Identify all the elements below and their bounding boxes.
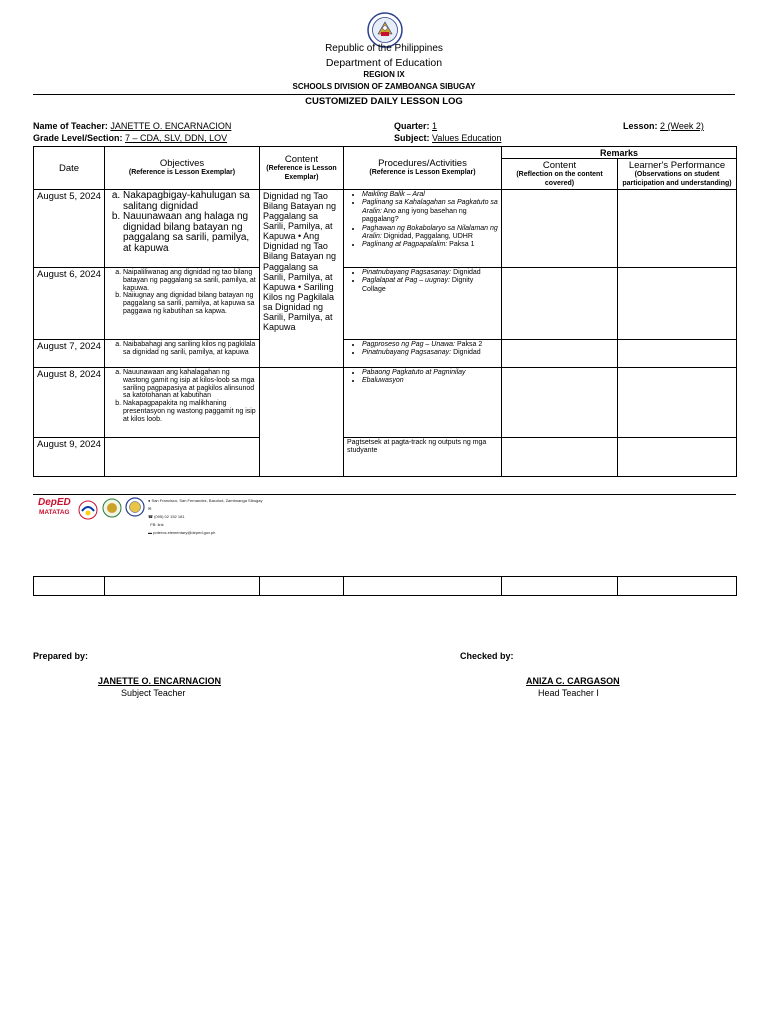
blank-cell (618, 577, 737, 596)
quarter-value: 1 (432, 121, 438, 131)
remarks-performance-cell (618, 368, 737, 438)
procedure-item: • Paglinang sa Kahalagahan sa Pagkatuto sa Aralin: Ano ang iyong basehan ng paggalang? (362, 199, 498, 224)
objectives-cell (105, 368, 260, 438)
blank-cell (344, 577, 502, 596)
facebook-line: FB: link (150, 522, 164, 527)
teacher-name: JANETTE O. ENCARNACION (110, 121, 232, 131)
remarks-content-cell (502, 340, 618, 368)
department-line: Department of Education (325, 57, 443, 69)
remarks-performance-cell (618, 190, 737, 268)
procedure-item: • Pagproseso ng Pag – Unawa: Paksa 2 (362, 341, 498, 349)
teacher-label: Name of Teacher: (33, 121, 108, 131)
lesson-label: Lesson: (623, 121, 658, 131)
procedure-item: • Paghawan ng Bokabolaryo sa Nilalaman ng Aralin: Dignidad, Paggalang, UDHR (362, 225, 498, 242)
objective-item: a. Naipaliliwanag ang dignidad ng tao bilang batayan ng paggalang sa sarili, pamilya, at kapuwa. (123, 269, 256, 292)
table-row (34, 190, 737, 268)
procedure-item: • Paglinang at Pagpapalalim: Paksa 1 (362, 241, 498, 249)
blank-table (33, 576, 737, 596)
date-cell: August 9, 2024 (34, 438, 105, 477)
footer-divider (33, 494, 736, 495)
division-line: SCHOOLS DIVISION OF ZAMBOANGA SIBUGAY (292, 82, 476, 91)
procedures-cell (344, 190, 502, 268)
email-line: ▬ poteros.elementary@deped.gov.ph (148, 530, 216, 535)
procedure-item: • Pabaong Pagkatuto at Pagninilay (362, 369, 498, 377)
table-row (34, 268, 737, 340)
document-title: CUSTOMIZED DAILY LESSON LOG (305, 96, 463, 107)
grade-info (33, 133, 227, 143)
objective-item: a. Naibabahagi ang sariling kilos ng pagkilala sa dignidad ng sarili, pamilya, at kapuwa (123, 341, 256, 357)
footer-contact (148, 497, 263, 537)
remarks-content-cell (502, 368, 618, 438)
procedure-item: • Maikling Balik – Aral (362, 191, 498, 199)
phone-line: ☎ (095) 02 152 181 (148, 514, 185, 519)
objectives-cell (105, 268, 260, 340)
procedures-cell (344, 340, 502, 368)
objectives-cell (105, 190, 260, 268)
quarter-label: Quarter: (394, 121, 430, 131)
remarks-performance-cell (618, 268, 737, 340)
procedure-item: • Pinatnubayang Pagsasanay: Dignidad (362, 269, 498, 277)
republic-line: Republic of the Philippines (325, 43, 443, 54)
content-cell: Dignidad ng Tao Bilang Batayan ng Paggalang sa Sarili, Pamilya, at Kapuwa • Ang Dignidad ng Tao Bilang Batayan ng Paggalang sa Sarili, Pamilya, at Kapuwa • Sariling Kilos ng Pagkilala sa Dignidad ng Sarili, Pamilya, at Kapuwa (260, 190, 344, 368)
bagong-pilipinas-logo (78, 500, 98, 520)
subject-label: Subject: (394, 133, 430, 143)
header-remarks: Remarks (502, 147, 737, 159)
blank-cell (34, 577, 105, 596)
blank-cell (260, 577, 344, 596)
quarter-info (394, 121, 437, 131)
lesson-info (623, 121, 704, 131)
objectives-cell (105, 340, 260, 368)
teacher-info (33, 121, 231, 131)
procedure-item: • Ebaluwasyon (362, 377, 498, 385)
table-row (34, 340, 737, 368)
procedure-item: • Pinatnubayang Pagsasanay: Dignidad (362, 349, 498, 357)
lesson-log-table (33, 146, 737, 477)
date-cell: August 8, 2024 (34, 368, 105, 438)
header-remarks-performance: Learner's Performance (Observations on student participation and understanding) (618, 159, 737, 190)
subject-info (394, 133, 501, 143)
objective-item: b. Naiiugnay ang dignidad bilang batayan ng paggalang sa sarili, pamilya, at kapuwa sa paggawa ng kabutihan sa kapwa. (123, 292, 256, 315)
header-procedures: Procedures/Activities (Reference is Lesson Exemplar) (344, 147, 502, 190)
subject-value: Values Education (432, 133, 502, 143)
prepared-by-label: Prepared by: (33, 651, 89, 661)
procedures-cell (344, 368, 502, 438)
header-objectives: Objectives (Reference is Lesson Exemplar) (105, 147, 260, 190)
blank-cell (105, 577, 260, 596)
region-seal-logo (102, 498, 122, 518)
date-cell: August 7, 2024 (34, 340, 105, 368)
date-cell: August 5, 2024 (34, 190, 105, 268)
remarks-content-cell (502, 438, 618, 477)
header-remarks-content: Content (Reflection on the content covered) (502, 159, 618, 190)
lesson-value: 2 (Week 2) (660, 121, 704, 131)
date-cell: August 6, 2024 (34, 268, 105, 340)
prepared-by-role: Subject Teacher (121, 688, 186, 698)
address-line: ● San Francisco, San Fernandez, Bacolod, Zamboanga Sibugay (148, 498, 263, 503)
objective-item: b. Nauunawaan ang halaga ng dignidad bilang batayan ng paggalang sa sarili, pamilya, at kapuwa (123, 212, 256, 254)
procedures-cell (344, 268, 502, 340)
checked-by-role: Head Teacher I (538, 688, 599, 698)
content-cell-empty (260, 368, 344, 477)
matatag-logo-text: MATATAG (39, 509, 70, 516)
region-line: REGION IX (363, 70, 405, 79)
table-row (34, 438, 737, 477)
table-row (34, 368, 737, 438)
header-divider (33, 94, 735, 95)
objective-item: b. Nakapagpapakita ng malikhaning presentasyon ng wastong paggamit ng isip at kilos loob. (123, 400, 256, 423)
remarks-content-cell (502, 190, 618, 268)
prepared-by-name: JANETTE O. ENCARNACION (98, 676, 222, 686)
deped-logo-text: DepED (38, 497, 71, 508)
blank-cell (502, 577, 618, 596)
remarks-content-cell (502, 268, 618, 340)
email-icon-line: ✉ (148, 506, 152, 511)
checked-by-label: Checked by: (460, 651, 514, 661)
objective-item: a. Nakapagbigay-kahulugan sa salitang dignidad (123, 191, 256, 212)
procedure-item: • Paglalapat at Pag – uugnay: Dignity Collage (362, 277, 498, 294)
header-content: Content (Reference is Lesson Exemplar) (260, 147, 344, 190)
objectives-cell (105, 438, 260, 477)
procedures-cell: Pagtsetsek at pagta-track ng outputs ng mga studyante (344, 438, 502, 477)
grade-label: Grade Level/Section: (33, 133, 123, 143)
checked-by-name: ANIZA C. CARGASON (526, 676, 620, 686)
division-seal-logo (125, 497, 145, 517)
remarks-performance-cell (618, 438, 737, 477)
objective-item: a. Nauunawaan ang kahalagahan ng wastong gamit ng isip at kilos-loob sa mga sariling pagpapasiya at pagkilos alinsunod sa katotohanan at kabutihan (123, 369, 256, 400)
remarks-performance-cell (618, 340, 737, 368)
header-date: Date (34, 147, 105, 190)
grade-value: 7 – CDA, SLV, DDN, LOV (125, 133, 228, 143)
